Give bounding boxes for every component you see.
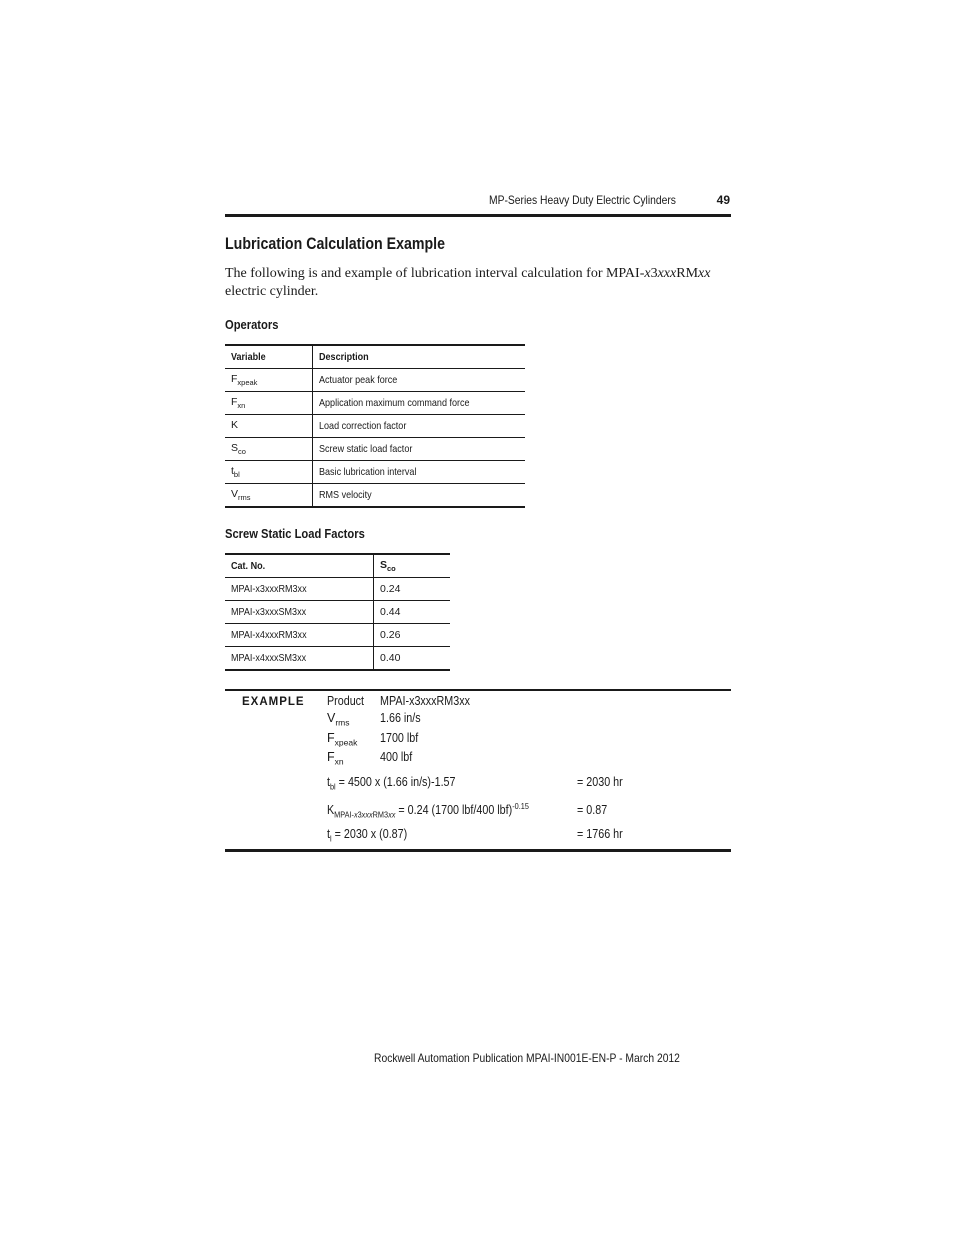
product-value: MPAI-x3xxxRM3xx	[380, 694, 470, 708]
cat-no-cell: MPAI-x3xxxSM3xx	[225, 601, 374, 624]
description-cell: Basic lubrication interval	[313, 461, 526, 484]
sco-cell: 0.26	[374, 624, 451, 647]
sco-cell: 0.40	[374, 647, 451, 671]
table-row	[225, 578, 450, 601]
header-title: MP-Series Heavy Duty Electric Cylinders	[489, 193, 677, 207]
tl-result: = 1766 hr	[577, 827, 623, 841]
fxn-label: $F_{xn}$	[327, 750, 344, 767]
intro-paragraph: The following is and example of lubrication interval calculation for MPAI-x3xxxRMxx electric cylinder.	[225, 266, 711, 299]
table-row	[225, 624, 450, 647]
table-row	[225, 415, 525, 438]
screw-load-table	[225, 553, 450, 671]
sco-cell: 0.44	[374, 601, 451, 624]
description-cell: Application maximum command force	[313, 392, 526, 415]
table-header-row	[225, 345, 525, 369]
table-row	[225, 647, 450, 671]
cat-no-cell: MPAI-x4xxxRM3xx	[225, 624, 374, 647]
table-row	[225, 438, 525, 461]
variable-cell: $F_{xpeak}$	[225, 369, 313, 392]
operators-heading: Operators	[225, 317, 279, 332]
operators-table	[225, 344, 525, 508]
k-equation: $K_{MPAI-x3xxxRM3xx} = 0.24$ (1700 lbf/400 lbf)$^{-0.15}$	[327, 801, 529, 820]
fxpeak-value: 1700 lbf	[380, 731, 419, 745]
tbl-result: = 2030 hr	[577, 775, 623, 789]
section-title: Lubrication Calculation Example	[225, 235, 445, 253]
variable-cell: $t_{bl}$	[225, 461, 313, 484]
k-result: = 0.87	[577, 803, 608, 817]
table-header-row	[225, 554, 450, 578]
column-header-cat-no: Cat. No.	[225, 554, 374, 578]
cat-no-cell: MPAI-x3xxxRM3xx	[225, 578, 374, 601]
column-header-sco: $S_{co}$	[374, 554, 451, 578]
table-row	[225, 461, 525, 484]
variable-cell: K	[225, 415, 313, 438]
page-number: 49	[716, 193, 730, 207]
variable-cell: $S_{co}$	[225, 438, 313, 461]
header-rule	[225, 214, 731, 217]
screw-load-heading: Screw Static Load Factors	[225, 526, 365, 541]
column-header-variable: Variable	[225, 345, 313, 369]
fxn-value: 400 lbf	[380, 750, 413, 764]
running-header	[489, 193, 730, 207]
description-cell: Screw static load factor	[313, 438, 526, 461]
vrms-value: 1.66 in/s	[380, 711, 421, 725]
footer-publication: Rockwell Automation Publication MPAI-IN001E-EN-P - March 2012	[374, 1051, 681, 1065]
table-row	[225, 484, 525, 508]
table-row	[225, 601, 450, 624]
description-cell: Load correction factor	[313, 415, 526, 438]
table-row	[225, 369, 525, 392]
description-cell: RMS velocity	[313, 484, 526, 508]
table-row	[225, 392, 525, 415]
variable-cell: $F_{xn}$	[225, 392, 313, 415]
vrms-label: $V_{rms}$	[327, 711, 350, 728]
tbl-equation: $t_{bl} = 4500$ x (1.66 in/s)-1.57	[327, 775, 456, 792]
tl-equation: $t_l = 2030$ x (0.87)	[327, 827, 408, 844]
description-cell: Actuator peak force	[313, 369, 526, 392]
product-label: Product	[327, 694, 365, 708]
variable-cell: $V_{rms}$	[225, 484, 313, 508]
sco-cell: 0.24	[374, 578, 451, 601]
example-label: EXAMPLE	[242, 696, 305, 708]
example-box	[225, 689, 731, 852]
column-header-description: Description	[313, 345, 526, 369]
fxpeak-label: $F_{xpeak}$	[327, 731, 358, 748]
cat-no-cell: MPAI-x4xxxSM3xx	[225, 647, 374, 671]
